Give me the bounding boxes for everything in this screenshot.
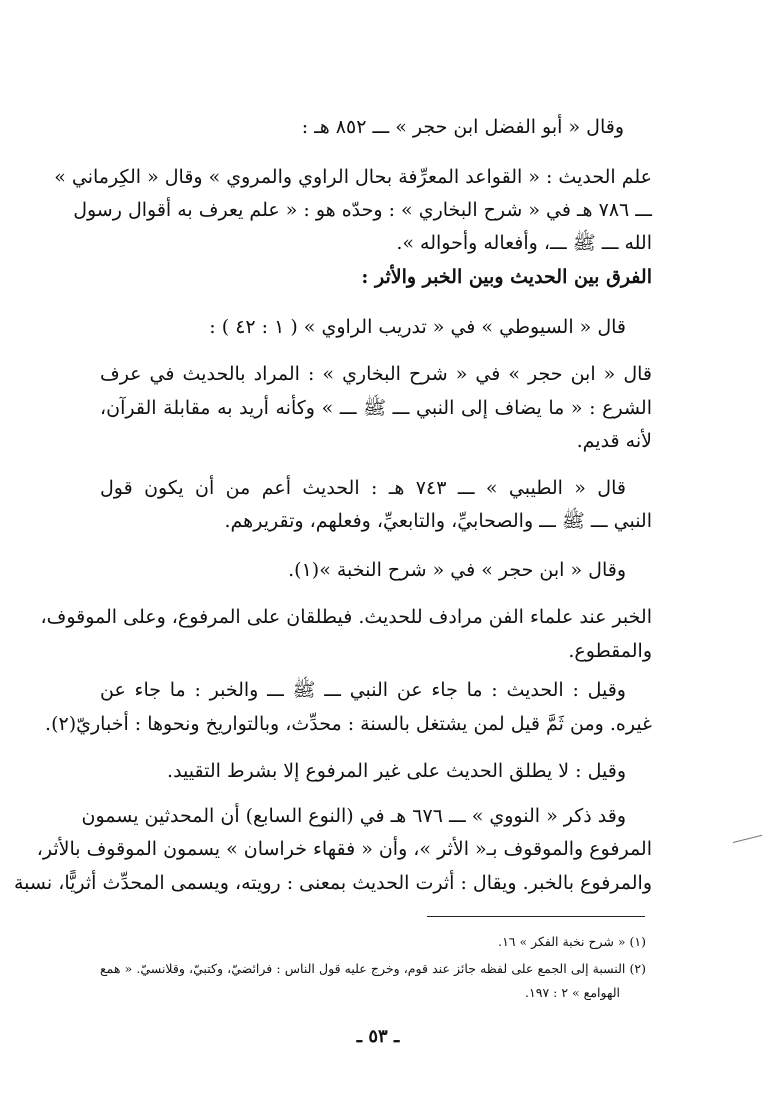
body-line-14: والمقطوع. bbox=[568, 640, 652, 662]
body-line-8: الشرع : « ما يضاف إلى النبي ـــ ﷺ ـــ » وكأنه أريد به مقابلة القرآن، bbox=[100, 397, 652, 419]
body-line-4: الله ـــ ﷺ ـــ، وأفعاله وأحواله ». bbox=[396, 232, 652, 254]
body-line-2: علم الحديث : « القواعد المعرِّفة بحال الراوي والمروي » وقال « الكِرماني » bbox=[54, 166, 652, 188]
body-line-3: ـــ ٧٨٦ هـ في « شرح البخاري » : وحدّه هو : « علم يعرف به أقوال رسول bbox=[73, 199, 652, 221]
body-line-10: قال « الطيبي » ـــ ٧٤٣ هـ : الحديث أعم من أن يكون قول bbox=[100, 477, 626, 499]
body-line-12: وقال « ابن حجر » في « شرح النخبة »(١). bbox=[288, 559, 626, 581]
body-line-7: قال « ابن حجر » في « شرح البخاري » : المراد بالحديث في عرف bbox=[100, 363, 652, 385]
footnote-2: (٢) النسبة إلى الجمع على لفظه جائز عند قوم، وخرج عليه قول الناس : فرائضيّ، وكتبيّ، وقلانسيّ. « همع bbox=[100, 961, 646, 976]
body-line-18: وقد ذكر « النووي » ـــ ٦٧٦ هـ في (النوع السابع) أن المحدثين يسمون bbox=[81, 805, 626, 827]
section-heading: الفرق بين الحديث وبين الخبر والأثر : bbox=[361, 266, 652, 288]
body-line-6: قال « السيوطي » في « تدريب الراوي » ( ١ : ٤٢ ) : bbox=[209, 316, 626, 338]
body-line-15: وقيل : الحديث : ما جاء عن النبي ـــ ﷺ ـــ والخبر : ما جاء عن bbox=[100, 679, 626, 701]
footnote-2-continued: الهوامع » ٢ : ١٩٧. bbox=[525, 985, 620, 1000]
body-line-20: والمرفوع بالخبر. ويقال : أثرت الحديث بمعنى : رويته، ويسمى المحدِّث أثريًّا، نسبة bbox=[14, 872, 652, 894]
footnote-1: (١) « شرح نخبة الفكر » ١٦. bbox=[498, 934, 646, 949]
body-line-17: وقيل : لا يطلق الحديث على غير المرفوع إلا بشرط التقييد. bbox=[167, 760, 626, 782]
footnote-separator bbox=[427, 916, 645, 917]
body-line-1: وقال « أبو الفضل ابن حجر » ـــ ٨٥٢ هـ : bbox=[301, 116, 624, 138]
body-line-13: الخبر عند علماء الفن مرادف للحديث. فيطلقان على المرفوع، وعلى الموقوف، bbox=[40, 606, 652, 628]
body-line-9: لأنه قديم. bbox=[576, 430, 652, 452]
body-line-16: غيره. ومن ثَمَّ قيل لمن يشتغل بالسنة : محدِّث، وبالتواريخ ونحوها : أخباريّ(٢). bbox=[45, 713, 652, 735]
page-number: ـ ٥٣ ـ bbox=[356, 1026, 400, 1047]
margin-pencil-mark bbox=[733, 835, 762, 843]
body-line-19: المرفوع والموقوف بـ« الأثر »، وأن « فقهاء خراسان » يسمون الموقوف بالأثر، bbox=[36, 838, 652, 860]
body-line-11: النبي ـــ ﷺ ـــ والصحابيِّ، والتابعيِّ، وفعلهم، وتقريرهم. bbox=[224, 510, 652, 532]
